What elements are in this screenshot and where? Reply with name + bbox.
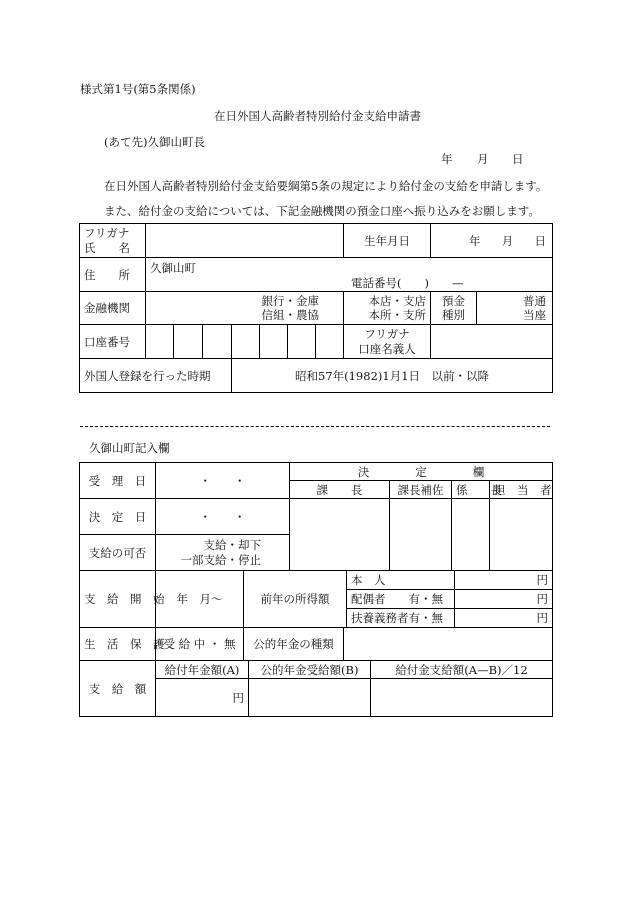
date-day-label: 日 [512,152,524,166]
address-field[interactable] [146,258,553,292]
phone-number-label: 電話番号( ) — [351,276,464,290]
cut-line [80,426,550,427]
account-holder-field[interactable] [431,325,553,359]
col-section-chief: 課 長 [290,481,390,499]
date-year-label: 年 [441,152,453,166]
decision-date-field[interactable]: ・ ・ [156,499,290,535]
account-digit-1[interactable] [146,325,174,359]
branch-type-2: 本所・支所 [368,308,427,322]
col-assistant-chief: 課長補佐 [390,481,452,499]
form-number: 様式第1号(第5条関係) [80,82,196,96]
name-label-cell [80,224,146,258]
address-value: 久御山町 [150,261,196,275]
pay-amount-a[interactable]: 円 [156,679,249,717]
approval-option-1: 支給・却下 [203,537,261,552]
name-label: 氏 名 [84,240,130,255]
birthdate-field[interactable] [431,224,553,258]
stamp-subsection-chief[interactable] [452,499,490,571]
pay-amount-c[interactable] [371,679,553,717]
pension-type-label: 公的年金の種類 [244,628,344,661]
account-digit-5[interactable] [260,325,288,359]
payment-amount-table [79,660,553,717]
birth-day-label: 日 [534,233,547,248]
deposit-label-2: 種別 [442,308,466,322]
account-digit-2[interactable] [174,325,203,359]
bank-type-1: 銀行・金庫 [261,294,320,308]
stamp-section-chief[interactable] [290,499,390,571]
branch-type-1: 本店・支店 [368,294,427,308]
branch-field[interactable] [344,292,431,325]
payment-start-table [79,570,553,628]
name-field[interactable] [146,224,344,258]
pension-type-field[interactable] [344,628,553,661]
account-holder-label [344,325,431,359]
holder-furigana-label: フリガナ [364,326,410,341]
col-subsection-chief: 係 長 [452,481,490,499]
bank-label: 金融機関 [80,292,146,325]
receipt-date-label: 受 理 日 [80,463,156,499]
income-label: 前年の所得額 [244,571,347,628]
income-spouse-label: 配偶者 有・無 [347,590,455,609]
decision-header: 決 定 欄 [290,463,553,481]
office-section-title: 久御山町記入欄 [89,441,170,455]
birth-year-label: 年 [469,233,481,248]
registration-value[interactable]: 昭和57年(1982)1月1日 以前・以降 [232,359,553,393]
welfare-label: 生 活 保 護 [80,628,156,661]
applicant-table [79,223,553,393]
page-title: 在日外国人高齢者特別給付金支給申請書 [214,109,421,123]
bank-type-field[interactable] [146,292,344,325]
addressee: (あて先)久御山町長 [104,135,205,149]
bank-type-2: 信組・農協 [261,308,320,322]
holder-name-label: 口座名義人 [358,341,416,356]
account-digit-4[interactable] [232,325,260,359]
registration-label: 外国人登録を行った時期 [80,359,232,393]
col-staff: 担 当 者 [490,481,553,499]
stamp-assistant-chief[interactable] [390,499,452,571]
deposit-type-field[interactable] [477,292,553,325]
approval-field[interactable] [156,535,290,571]
birthdate-label: 生年月日 [344,224,431,258]
deposit-type-ordinary: 普通 [523,294,547,308]
address-label: 住 所 [80,258,146,292]
welfare-table [79,627,553,661]
payment-start-label: 支 給 開 始 [80,571,156,628]
income-spouse-yen[interactable]: 円 [455,590,553,609]
income-self-yen[interactable]: 円 [455,571,553,590]
account-digit-3[interactable] [203,325,232,359]
deposit-label-1: 預金 [442,294,466,308]
income-dependent-yen[interactable]: 円 [455,609,553,628]
income-dependent-label: 扶養義務者有・無 [347,609,455,628]
payment-start-field[interactable]: 年 月〜 [156,571,244,628]
approval-option-2: 一部支給・停止 [180,552,261,567]
application-statement: 在日外国人高齢者特別給付金支給要綱第5条の規定により給付金の支給を申請します。 [104,179,548,193]
furigana-label: フリガナ [84,225,130,240]
welfare-field[interactable]: 受 給 中 ・ 無 [156,628,244,661]
pay-amount-b[interactable] [249,679,371,717]
pay-col-c: 給付金支給額(A—B)／12 [371,661,553,679]
deposit-type-label [431,292,477,325]
pay-col-b: 公的年金受給額(B) [249,661,371,679]
account-digit-6[interactable] [288,325,316,359]
receipt-date-field[interactable]: ・ ・ [156,463,290,499]
pay-col-a: 給付年金額(A) [156,661,249,679]
stamp-staff[interactable] [490,499,553,571]
income-self-label: 本 人 [347,571,455,590]
transfer-statement: また、給付金の支給については、下記金融機関の預金口座へ振り込みをお願します。 [104,204,540,218]
date-month-label: 月 [477,152,489,166]
approval-label: 支給の可否 [80,535,156,571]
account-number-label: 口座番号 [80,325,146,359]
office-table [79,462,553,571]
decision-date-label: 決 定 日 [80,499,156,535]
payment-amount-label: 支 給 額 [80,661,156,717]
deposit-type-current: 当座 [523,308,547,322]
birth-month-label: 月 [501,233,514,248]
account-digit-7[interactable] [316,325,344,359]
